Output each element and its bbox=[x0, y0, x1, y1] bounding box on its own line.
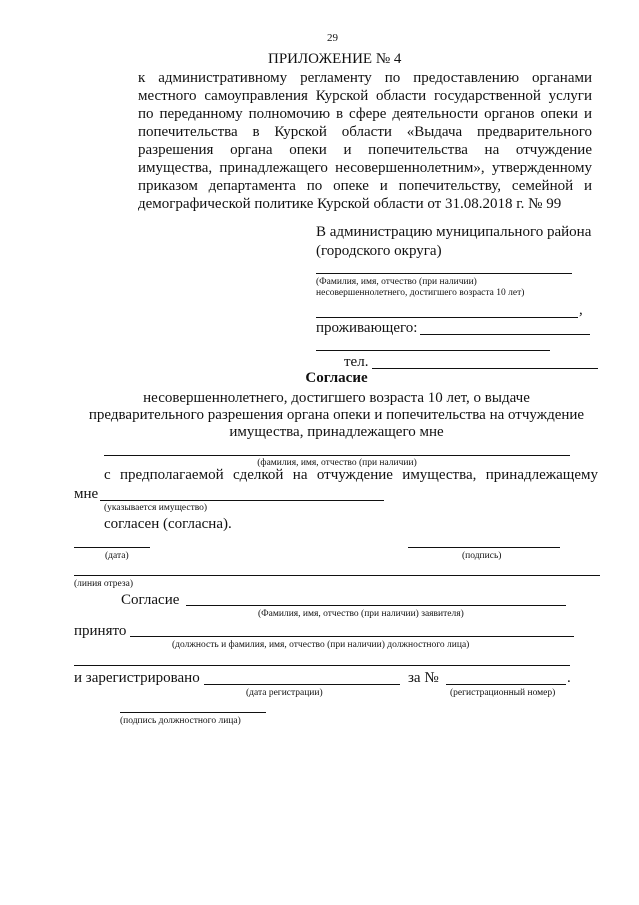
date-caption: (дата) bbox=[105, 551, 129, 561]
residing-field-continued[interactable] bbox=[316, 350, 550, 351]
appendix-line: местного самоуправления Курской области государственной услуги bbox=[138, 88, 592, 104]
date-field[interactable] bbox=[74, 547, 150, 548]
signature-caption: (подпись) bbox=[462, 551, 502, 561]
appendix-line: приказом департамента по опеке и попечительству, семейной и bbox=[138, 178, 592, 194]
registration-date-caption: (дата регистрации) bbox=[246, 688, 323, 698]
agree-text: согласен (согласна). bbox=[104, 516, 232, 532]
official-field-continued[interactable] bbox=[74, 665, 570, 666]
applicant-caption: (Фамилия, имя, отчество (при наличии) заявителя) bbox=[258, 609, 464, 619]
appendix-line: разрешения органа опеки и попечительства на отчуждение bbox=[138, 142, 592, 158]
residing-field[interactable] bbox=[420, 334, 590, 335]
registration-number-field[interactable] bbox=[446, 684, 566, 685]
consent-line-2: предварительного разрешения органа опеки и попечительства на отчуждение bbox=[88, 407, 585, 423]
addressee-line-2: (городского округа) bbox=[316, 243, 442, 259]
comma: , bbox=[579, 302, 583, 318]
appendix-line: по переданному полномочию в сфере деятельности органов опеки и bbox=[138, 106, 592, 122]
period: . bbox=[567, 670, 571, 686]
registered-label: и зарегистрировано bbox=[74, 670, 200, 686]
official-field[interactable] bbox=[130, 636, 574, 637]
deal-line: с предполагаемой сделкой на отчуждение имущества, принадлежащему bbox=[104, 467, 598, 483]
to-me-label: мне bbox=[74, 486, 99, 502]
appendix-line: имущества, принадлежащего несовершеннолетним», утвержденному bbox=[138, 160, 592, 176]
registration-number-caption: (регистрационный номер) bbox=[450, 688, 556, 698]
residing-label: проживающего: bbox=[316, 320, 418, 336]
signature-field[interactable] bbox=[408, 547, 560, 548]
receipt-consent-label: Согласие bbox=[121, 592, 180, 608]
cut-line-caption: (линия отреза) bbox=[74, 579, 134, 589]
property-caption: (указывается имущество) bbox=[104, 503, 208, 513]
minor-name-caption-1: (Фамилия, имя, отчество (при наличии) bbox=[316, 277, 477, 287]
consent-fio-field[interactable] bbox=[104, 455, 570, 456]
appendix-line: к административному регламенту по предоставлению органами bbox=[138, 70, 592, 86]
official-signature-field[interactable] bbox=[120, 712, 266, 713]
appendix-description bbox=[138, 70, 592, 210]
minor-name-field-continued[interactable] bbox=[316, 317, 578, 318]
minor-name-field[interactable] bbox=[316, 273, 572, 274]
addressee-line-1: В администрацию муниципального района bbox=[316, 224, 592, 240]
registration-date-field[interactable] bbox=[204, 684, 400, 685]
consent-line-3: имущества, принадлежащего мне bbox=[229, 424, 444, 440]
consent-title: Согласие bbox=[305, 370, 368, 386]
phone-field[interactable] bbox=[372, 368, 598, 369]
accepted-label: принято bbox=[74, 623, 127, 639]
appendix-line: демографической политике Курской области от 31.08.2018 г. № 99 bbox=[138, 196, 562, 212]
consent-line-1: несовершеннолетнего, достигшего возраста 10 лет, о выдаче bbox=[143, 390, 530, 406]
applicant-name-field[interactable] bbox=[186, 605, 566, 606]
property-field[interactable] bbox=[100, 500, 384, 501]
consent-fio-caption: (фамилия, имя, отчество (при наличии) bbox=[257, 458, 417, 468]
appendix-title: ПРИЛОЖЕНИЕ № 4 bbox=[268, 51, 402, 67]
phone-label: тел. bbox=[344, 354, 369, 370]
cut-line bbox=[74, 575, 600, 576]
official-caption: (должность и фамилия, имя, отчество (при наличии) должностного лица) bbox=[172, 640, 470, 650]
official-signature-caption: (подпись должностного лица) bbox=[120, 716, 241, 726]
appendix-line: попечительства в Курской области «Выдача предварительного bbox=[138, 124, 592, 140]
page-number: 29 bbox=[327, 32, 338, 44]
minor-name-caption-2: несовершеннолетнего, достигшего возраста 10 лет) bbox=[316, 288, 525, 298]
for-number-label: за № bbox=[408, 670, 439, 686]
